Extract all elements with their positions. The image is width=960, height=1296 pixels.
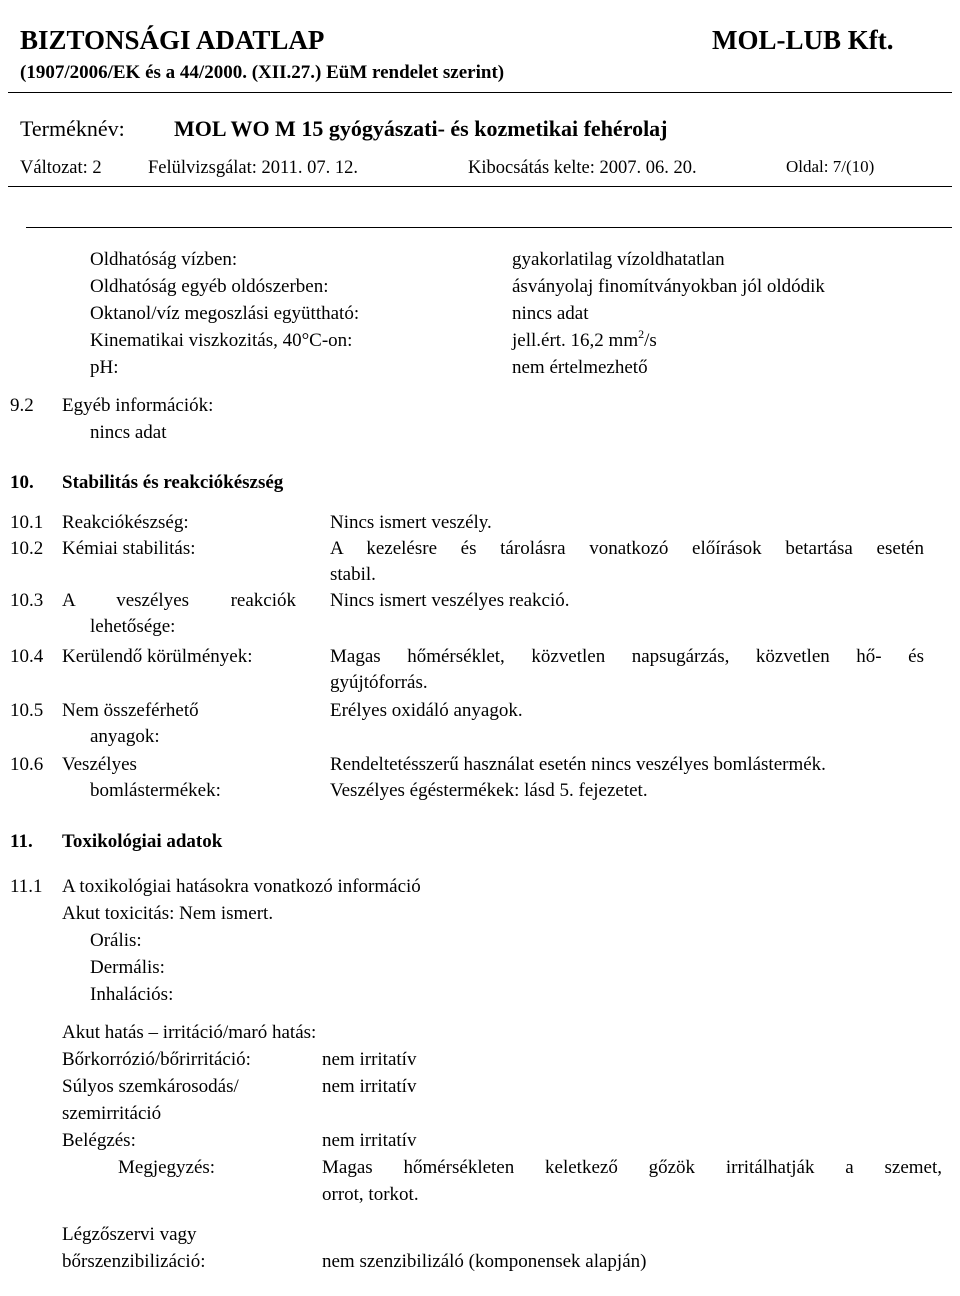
header-rule-bottom bbox=[8, 186, 952, 187]
item-number: 10.6 bbox=[10, 754, 44, 775]
item-label: Nem összeférhető bbox=[62, 700, 199, 721]
section-9-2-value: nincs adat bbox=[90, 422, 167, 443]
prop-label: Oldhatóság egyéb oldószerben: bbox=[90, 276, 329, 297]
section-11-1-number: 11.1 bbox=[10, 876, 43, 897]
item-label-cont: anyagok: bbox=[90, 726, 160, 747]
item-value: Rendeltetésszerű használat esetén nincs veszélyes bomlástermék. bbox=[330, 754, 826, 775]
breathing-value: nem irritatív bbox=[322, 1130, 417, 1151]
skin-value: nem irritatív bbox=[322, 1049, 417, 1070]
company-name: MOL-LUB Kft. bbox=[712, 25, 894, 55]
sensitization-value: nem szenzibilizáló (komponensek alapján) bbox=[322, 1251, 647, 1272]
item-number: 10.4 bbox=[10, 646, 44, 667]
eye-label: Súlyos szemkárosodás/ bbox=[62, 1076, 239, 1097]
eye-label-cont: szemirritáció bbox=[62, 1103, 162, 1124]
item-number: 10.5 bbox=[10, 700, 44, 721]
revision-date: Felülvizsgálat: 2011. 07. 12. bbox=[148, 158, 358, 178]
inhalation-label: Inhalációs: bbox=[90, 984, 174, 1005]
sensitization-label-cont: bőrszenzibilizáció: bbox=[62, 1251, 206, 1272]
item-value-cont: stabil. bbox=[330, 564, 376, 585]
section-10-title: Stabilitás és reakciókészség bbox=[62, 472, 284, 493]
header-rule-top bbox=[8, 92, 952, 93]
content-box-rule bbox=[26, 227, 952, 228]
item-number: 10.3 bbox=[10, 590, 44, 611]
section-9-2-title: Egyéb információk: bbox=[62, 395, 214, 416]
dermal-label: Dermális: bbox=[90, 957, 165, 978]
item-label: Kerülendő körülmények: bbox=[62, 646, 253, 667]
acute-effect-title: Akut hatás – irritáció/maró hatás: bbox=[62, 1022, 317, 1043]
item-label: A veszélyes reakciók bbox=[62, 590, 296, 611]
note-value: Magas hőmérsékleten keletkező gőzök irritálhatják a szemet, bbox=[322, 1157, 942, 1178]
item-number: 10.2 bbox=[10, 538, 44, 559]
prop-label: Kinematikai viszkozitás, 40°C-on: bbox=[90, 330, 353, 351]
document-title: BIZTONSÁGI ADATLAP bbox=[20, 25, 325, 55]
item-value: Nincs ismert veszélyes reakció. bbox=[330, 590, 570, 611]
item-value-cont: gyújtóforrás. bbox=[330, 672, 428, 693]
note-label: Megjegyzés: bbox=[118, 1157, 216, 1178]
item-value: Nincs ismert veszély. bbox=[330, 512, 492, 533]
oral-label: Orális: bbox=[90, 930, 142, 951]
item-label: Veszélyes bbox=[62, 754, 137, 775]
item-value: Erélyes oxidáló anyagok. bbox=[330, 700, 523, 721]
product-name: MOL WO M 15 gyógyászati- és kozmetikai fehérolaj bbox=[174, 116, 668, 141]
item-label: Kémiai stabilitás: bbox=[62, 538, 196, 559]
sensitization-label: Légzőszervi vagy bbox=[62, 1224, 197, 1245]
note-value-cont: orrot, torkot. bbox=[322, 1184, 419, 1205]
item-label: Reakciókészség: bbox=[62, 512, 189, 533]
skin-label: Bőrkorrózió/bőrirritáció: bbox=[62, 1049, 251, 1070]
section-11-1-title: A toxikológiai hatásokra vonatkozó információ bbox=[62, 876, 421, 897]
prop-value: nem értelmezhető bbox=[512, 357, 648, 378]
item-value-cont: Veszélyes égéstermékek: lásd 5. fejezetet. bbox=[330, 780, 648, 801]
item-label-cont: lehetősége: bbox=[90, 616, 176, 637]
item-value: Magas hőmérséklet, közvetlen napsugárzás, közvetlen hő- és bbox=[330, 646, 924, 667]
breathing-label: Belégzés: bbox=[62, 1130, 136, 1151]
version: Változat: 2 bbox=[20, 158, 102, 178]
prop-value: ásványolaj finomítványokban jól oldódik bbox=[512, 276, 825, 297]
section-10-number: 10. bbox=[10, 472, 34, 493]
item-value: A kezelésre és tárolásra vonatkozó előírások betartása esetén bbox=[330, 538, 924, 559]
prop-label: Oktanol/víz megoszlási együttható: bbox=[90, 303, 360, 324]
section-9-2-number: 9.2 bbox=[10, 395, 34, 416]
item-label-cont: bomlástermékek: bbox=[90, 780, 221, 801]
section-11-number: 11. bbox=[10, 831, 33, 852]
section-11-title: Toxikológiai adatok bbox=[62, 831, 223, 852]
eye-value: nem irritatív bbox=[322, 1076, 417, 1097]
prop-value: nincs adat bbox=[512, 303, 589, 324]
prop-label: Oldhatóság vízben: bbox=[90, 249, 238, 270]
issue-date: Kibocsátás kelte: 2007. 06. 20. bbox=[468, 158, 697, 178]
prop-value: gyakorlatilag vízoldhatatlan bbox=[512, 249, 725, 270]
prop-value-viscosity: jell.ért. 16,2 $mm^2/s$ bbox=[512, 327, 657, 351]
regulation-reference: (1907/2006/EK és a 44/2000. (XII.27.) EüM rendelet szerint) bbox=[20, 62, 505, 83]
page-number: Oldal: 7/(10) bbox=[786, 157, 875, 176]
product-label: Terméknév: bbox=[20, 116, 125, 141]
item-number: 10.1 bbox=[10, 512, 44, 533]
acute-toxicity: Akut toxicitás: Nem ismert. bbox=[62, 903, 274, 924]
prop-label: pH: bbox=[90, 357, 119, 378]
